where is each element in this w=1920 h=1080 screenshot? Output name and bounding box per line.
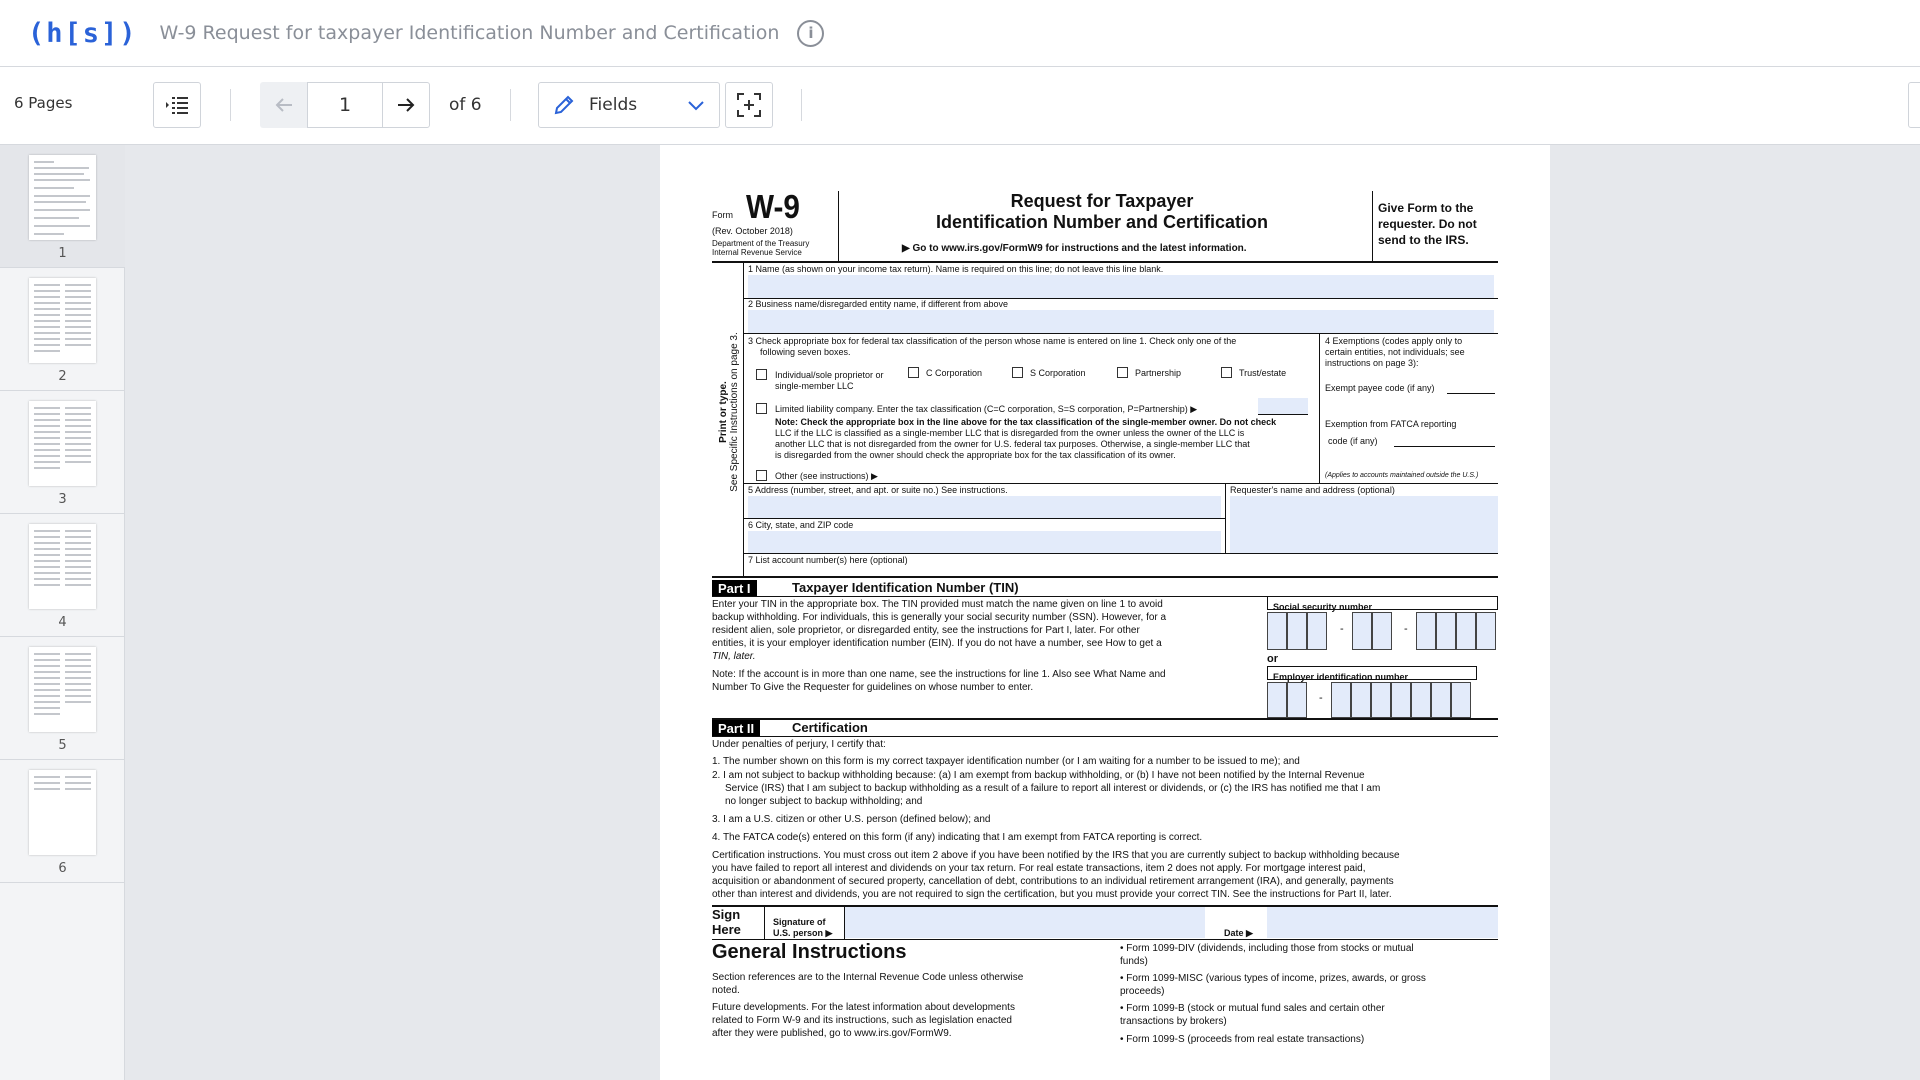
document-page bbox=[660, 145, 1550, 1080]
rule bbox=[743, 483, 1498, 484]
page-thumbnail[interactable] bbox=[0, 514, 125, 637]
thumbnail-image bbox=[29, 278, 96, 363]
form-title-line2: Identification Number and Certification bbox=[935, 212, 1269, 232]
fields-dropdown[interactable] bbox=[538, 82, 720, 128]
divider bbox=[743, 263, 744, 576]
ssn-input[interactable] bbox=[1267, 612, 1498, 650]
cert-item-2c: no longer subject to backup withholding; and bbox=[725, 796, 923, 807]
form-title-line1: Request for Taxpayer bbox=[1010, 191, 1194, 211]
cert-intro: Under penalties of perjury, I certify that: bbox=[712, 739, 886, 750]
llc-note-4: is disregarded from the owner should check the appropriate box for the tax classification of its owner. bbox=[775, 450, 1176, 460]
page-thumbnail[interactable] bbox=[0, 760, 125, 883]
fatca-label-2: code (if any) bbox=[1328, 436, 1378, 446]
page-thumbnail[interactable] bbox=[0, 268, 125, 391]
bullet-1099-div-1: • Form 1099-DIV (dividends, including those from stocks or mutual bbox=[1120, 943, 1414, 954]
thumbnail-number: 6 bbox=[58, 861, 67, 876]
future-dev-3: after they were published, go to www.irs.gov/FormW9. bbox=[712, 1028, 952, 1039]
cert-item-1: 1. The number shown on this form is my correct taxpayer identification number (or I am waiting for a number to be issued to me); and bbox=[712, 756, 1300, 767]
side-instructions bbox=[718, 307, 740, 517]
bullet-1099-div-2: funds) bbox=[1120, 956, 1148, 967]
cert-instructions-1: Certification instructions. You must cross out item 2 above if you have been notified by the IRS that you are currently subject to backup withholding because bbox=[712, 850, 1400, 861]
ssn-digit[interactable] bbox=[1372, 612, 1392, 650]
other-label: Other (see instructions) ▶ bbox=[775, 471, 878, 481]
toolbar-overflow-button[interactable] bbox=[1908, 82, 1920, 128]
form-revision: (Rev. October 2018) bbox=[712, 226, 793, 236]
gi-text-1: Section references are to the Internal Revenue Code unless otherwise bbox=[712, 972, 1024, 983]
rule bbox=[743, 333, 1498, 334]
divider bbox=[1225, 483, 1226, 554]
requester-label: Requester's name and address (optional) bbox=[1230, 485, 1395, 495]
info-icon[interactable]: i bbox=[797, 20, 824, 47]
current-page-value: 1 bbox=[338, 94, 352, 116]
signature-label-1: Signature of bbox=[773, 917, 826, 927]
tin-text-3: resident alien, sole proprietor, or disregarded entity, see the instructions for Part I, later. For other bbox=[712, 625, 1140, 636]
sign-label-1: Sign bbox=[712, 907, 741, 922]
line3-label: 3 Check appropriate box for federal tax classification of the person whose name is entered on line 1. Check only one of the bbox=[748, 336, 1237, 346]
business-name-input[interactable] bbox=[748, 310, 1494, 333]
individual-label-1: Individual/sole proprietor or bbox=[775, 370, 884, 380]
top-bar bbox=[0, 0, 1920, 67]
add-field-icon bbox=[736, 92, 762, 118]
individual-label-2: single-member LLC bbox=[775, 381, 854, 391]
give-form-note-3: send to the IRS. bbox=[1378, 233, 1469, 247]
exempt-payee-input[interactable] bbox=[1447, 384, 1495, 394]
page-thumbnail[interactable] bbox=[0, 145, 125, 268]
s-corporation-label: S Corporation bbox=[1030, 368, 1086, 378]
form-word: Form bbox=[712, 210, 733, 220]
tin-text-5: TIN, later. bbox=[712, 651, 756, 662]
individual-checkbox[interactable] bbox=[756, 369, 767, 380]
address-input[interactable] bbox=[748, 496, 1221, 518]
ein-digit[interactable] bbox=[1267, 682, 1287, 718]
fatca-label-1: Exemption from FATCA reporting bbox=[1325, 419, 1457, 429]
sign-label-2: Here bbox=[712, 922, 741, 937]
rule bbox=[743, 518, 1225, 519]
ssn-digit[interactable] bbox=[1267, 612, 1287, 650]
next-page-button[interactable] bbox=[382, 82, 430, 128]
department-line: Department of the Treasury bbox=[712, 239, 810, 248]
ssn-dash: - bbox=[1340, 623, 1344, 635]
general-instructions-title: General Instructions bbox=[712, 941, 907, 963]
ein-dash: - bbox=[1319, 692, 1323, 704]
bullet-1099-misc-1: • Form 1099-MISC (various types of income, prizes, awards, or gross bbox=[1120, 973, 1426, 984]
llc-label: Limited liability company. Enter the tax classification (C=C corporation, S=S corporation, P=Partnership) ▶ bbox=[775, 404, 1198, 414]
arrow-right-icon bbox=[397, 97, 415, 113]
line1-label: 1 Name (as shown on your income tax return). Name is required on this line; do not leave this line blank. bbox=[748, 264, 1164, 274]
thumbnail-number: 4 bbox=[58, 615, 67, 630]
s-corporation-checkbox[interactable] bbox=[1012, 367, 1023, 378]
line3-label-2: following seven boxes. bbox=[760, 347, 851, 357]
signature-label-2: U.S. person ▶ bbox=[773, 928, 833, 938]
page-thumbnail[interactable] bbox=[0, 391, 125, 514]
ein-digit[interactable] bbox=[1351, 682, 1371, 718]
cert-item-4: 4. The FATCA code(s) entered on this form (if any) indicating that I am exempt from FATCA reporting is correct. bbox=[712, 832, 1203, 843]
line7-label: 7 List account number(s) here (optional) bbox=[748, 555, 908, 565]
rule bbox=[712, 261, 1498, 263]
cert-item-3: 3. I am a U.S. citizen or other U.S. person (defined below); and bbox=[712, 814, 991, 825]
toolbar-divider bbox=[230, 89, 231, 121]
side-label-1: Print or type. bbox=[718, 381, 729, 443]
rule bbox=[743, 553, 1498, 554]
ein-digit[interactable] bbox=[1371, 682, 1391, 718]
page-number-input[interactable] bbox=[307, 82, 383, 128]
pencil-icon bbox=[553, 94, 575, 116]
page-thumbnails-sidebar bbox=[0, 145, 125, 1080]
part2-label: Part II bbox=[712, 720, 760, 737]
toolbar-divider bbox=[510, 89, 511, 121]
fatca-note: (Applies to accounts maintained outside the U.S.) bbox=[1325, 472, 1479, 479]
ein-digit[interactable] bbox=[1287, 682, 1307, 718]
ein-digit[interactable] bbox=[1331, 682, 1351, 718]
bullet-1099-s: • Form 1099-S (proceeds from real estate transactions) bbox=[1120, 1034, 1365, 1045]
date-label: Date ▶ bbox=[1224, 928, 1253, 938]
future-dev-1: Future developments. For the latest information about developments bbox=[712, 1002, 1015, 1013]
rule bbox=[712, 939, 1498, 940]
tin-text-4: entities, it is your employer identification number (EIN). If you do not have a number, see How to get a bbox=[712, 638, 1162, 649]
chevron-down-icon bbox=[687, 100, 705, 112]
ssn-label: Social security number bbox=[1273, 602, 1373, 612]
pages-count: 6 Pages bbox=[14, 94, 73, 112]
page-thumbnail[interactable] bbox=[0, 637, 125, 760]
arrow-left-icon bbox=[275, 97, 293, 113]
trust-estate-checkbox[interactable] bbox=[1221, 367, 1232, 378]
give-form-note-1: Give Form to the bbox=[1378, 201, 1474, 215]
partnership-checkbox[interactable] bbox=[1117, 367, 1128, 378]
thumbnail-image bbox=[29, 401, 96, 486]
ssn-digit[interactable] bbox=[1307, 612, 1327, 650]
c-corporation-checkbox[interactable] bbox=[908, 367, 919, 378]
signature-input[interactable] bbox=[845, 907, 1205, 938]
part1-label: Part I bbox=[712, 580, 757, 597]
side-label-2: See Specific Instructions on page 3. bbox=[729, 332, 740, 492]
ein-digit[interactable] bbox=[1431, 682, 1451, 718]
toolbar bbox=[0, 67, 1920, 145]
tin-text-2: backup withholding. For individuals, this is generally your social security number (SSN). However, for a bbox=[712, 612, 1167, 623]
divider bbox=[764, 907, 765, 939]
rule bbox=[712, 736, 1498, 737]
rule bbox=[712, 576, 1498, 578]
ein-input[interactable] bbox=[1267, 682, 1498, 718]
document-title: W-9 Request for taxpayer Identification Number and Certification bbox=[159, 22, 780, 44]
cert-item-2a: 2. I am not subject to backup withholding because: (a) I am exempt from backup withholding, or (b) I have not been notified by the Internal Revenue bbox=[712, 770, 1365, 781]
trust-estate-label: Trust/estate bbox=[1239, 368, 1287, 378]
ein-digit[interactable] bbox=[1391, 682, 1411, 718]
thumbnail-number: 1 bbox=[58, 246, 67, 261]
cert-item-2b: Service (IRS) that I am subject to backup withholding as a result of a failure to report all interest or dividends, or (c) the IRS has notified me that I am bbox=[725, 783, 1381, 794]
thumbnail-number: 5 bbox=[58, 738, 67, 753]
thumbnail-image bbox=[29, 155, 96, 240]
cert-instructions-4: other than interest and dividends, you are not required to sign the certification, but you must provide your correct TIN. See the instructions for Part II, later. bbox=[712, 889, 1392, 900]
cert-instructions-2: you have failed to report all interest and dividends on your tax return. For real estate transactions, item 2 does not apply. For mortgage interest paid, bbox=[712, 863, 1366, 874]
thumbnail-image bbox=[29, 647, 96, 732]
thumbnail-image bbox=[29, 770, 96, 855]
ssn-digit[interactable] bbox=[1416, 612, 1436, 650]
llc-note-1: Note: Check the appropriate box in the line above for the tax classification of the single-member owner. Do not check bbox=[775, 417, 1277, 427]
llc-checkbox[interactable] bbox=[756, 403, 767, 414]
date-input[interactable] bbox=[1267, 907, 1498, 938]
tin-note-1: Note: If the account is in more than one name, see the instructions for line 1. Also see What Name and bbox=[712, 669, 1166, 680]
exempt-payee-label: Exempt payee code (if any) bbox=[1325, 383, 1435, 393]
or-label: or bbox=[1267, 653, 1278, 665]
partnership-label: Partnership bbox=[1135, 368, 1182, 378]
toggle-outline-button[interactable] bbox=[153, 82, 201, 128]
bullet-1099-b-2: transactions by brokers) bbox=[1120, 1016, 1227, 1027]
ssn-digit[interactable] bbox=[1476, 612, 1496, 650]
outline-list-icon bbox=[165, 95, 189, 115]
tin-text-1: Enter your TIN in the appropriate box. The TIN provided must match the name given on line 1 to avoid bbox=[712, 599, 1163, 610]
page-total: of 6 bbox=[449, 95, 482, 115]
divider bbox=[1372, 191, 1373, 261]
bullet-1099-b-1: • Form 1099-B (stock or mutual fund sales and certain other bbox=[1120, 1003, 1385, 1014]
thumbnail-number: 2 bbox=[58, 369, 67, 384]
part1-title: Taxpayer Identification Number (TIN) bbox=[792, 580, 1019, 595]
app-logo[interactable]: (h[s]) bbox=[28, 17, 138, 49]
fields-label: Fields bbox=[589, 95, 638, 115]
name-input[interactable] bbox=[748, 275, 1494, 298]
prev-page-button[interactable] bbox=[260, 82, 308, 128]
toolbar-divider bbox=[801, 89, 802, 121]
exemptions-label-1: 4 Exemptions (codes apply only to bbox=[1325, 336, 1463, 346]
agency-line: Internal Revenue Service bbox=[712, 248, 802, 257]
goto-instructions: ▶ Go to www.irs.gov/FormW9 for instructions and the latest information. bbox=[902, 243, 1247, 254]
line2-label: 2 Business name/disregarded entity name, if different from above bbox=[748, 299, 1008, 309]
ein-label: Employer identification number bbox=[1273, 672, 1409, 682]
fatca-input[interactable] bbox=[1394, 437, 1495, 447]
line6-label: 6 City, state, and ZIP code bbox=[748, 520, 854, 530]
bullet-1099-misc-2: proceeds) bbox=[1120, 986, 1165, 997]
line5-label: 5 Address (number, street, and apt. or suite no.) See instructions. bbox=[748, 485, 1008, 495]
form-id: W-9 bbox=[746, 188, 800, 225]
ein-digit[interactable] bbox=[1451, 682, 1471, 718]
divider bbox=[1319, 333, 1320, 483]
account-numbers-input[interactable] bbox=[748, 566, 1494, 575]
part2-title: Certification bbox=[792, 720, 868, 735]
ssn-digit[interactable] bbox=[1287, 612, 1307, 650]
ssn-dash: - bbox=[1404, 623, 1408, 635]
exemptions-label-3: instructions on page 3): bbox=[1325, 358, 1419, 368]
ein-digit[interactable] bbox=[1411, 682, 1431, 718]
other-checkbox[interactable] bbox=[756, 470, 767, 481]
llc-classification-input[interactable] bbox=[1258, 398, 1308, 415]
ssn-digit[interactable] bbox=[1456, 612, 1476, 650]
give-form-note-2: requester. Do not bbox=[1378, 217, 1477, 231]
llc-note-2: LLC if the LLC is classified as a single-member LLC that is disregarded from the owner unless the owner of the LLC is bbox=[775, 428, 1245, 438]
exemptions-label-2: certain entities, not individuals; see bbox=[1325, 347, 1465, 357]
thumbnail-image bbox=[29, 524, 96, 609]
c-corporation-label: C Corporation bbox=[926, 368, 983, 378]
llc-note-3: another LLC that is not disregarded from the owner for U.S. federal tax purposes. Otherwise, a single-member LLC that bbox=[775, 439, 1250, 449]
ssn-digit[interactable] bbox=[1436, 612, 1456, 650]
thumbnail-number: 3 bbox=[58, 492, 67, 507]
ssn-digit[interactable] bbox=[1352, 612, 1372, 650]
city-state-zip-input[interactable] bbox=[748, 531, 1221, 553]
requester-input[interactable] bbox=[1230, 496, 1498, 553]
gi-text-2: noted. bbox=[712, 985, 740, 996]
ein-label-box bbox=[1267, 666, 1477, 680]
add-field-button[interactable] bbox=[725, 82, 773, 128]
tin-note-2: Number To Give the Requester for guidelines on whose number to enter. bbox=[712, 682, 1034, 693]
ssn-label-box bbox=[1267, 596, 1498, 610]
future-dev-2: related to Form W-9 and its instructions, such as legislation enacted bbox=[712, 1015, 1012, 1026]
cert-instructions-3: acquisition or abandonment of secured property, cancellation of debt, contributions to an individual retirement arrangement (IRA), and generally, payments bbox=[712, 876, 1394, 887]
